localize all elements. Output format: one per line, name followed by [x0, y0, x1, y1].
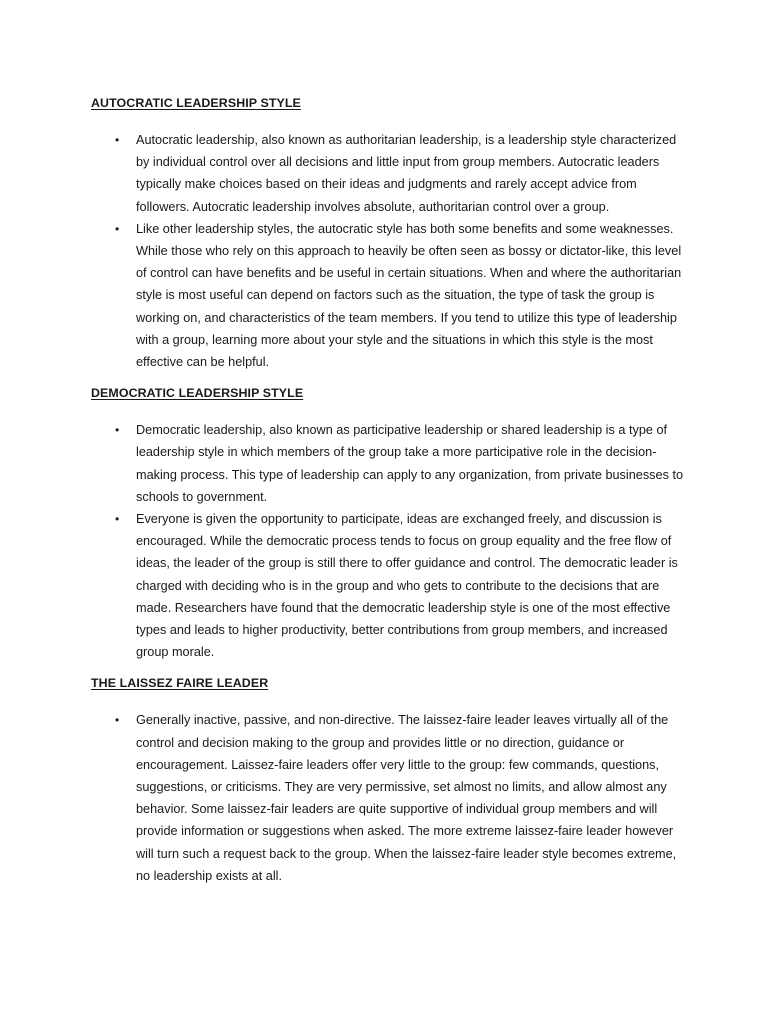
list-item [91, 218, 691, 373]
list-item [91, 419, 691, 508]
section-autocratic [91, 95, 691, 373]
bullet-icon: • [115, 713, 120, 728]
section-heading: AUTOCRATIC LEADERSHIP STYLE [91, 96, 301, 110]
document-body [91, 95, 691, 887]
paragraph-text: Generally inactive, passive, and non-directive. The laissez-faire leader leaves virtually all of the control and decision making to the group and provides little or no direction, guidance or encouragement. Laissez-faire leaders offer very little to the group: few commands, questions, suggestions, or criticisms. They are very permissive, set almost no limits, and allow almost any behavior. Some laissez-fair leaders are quite supportive of individual group members and will provide information or suggestions when asked. The more extreme laissez-faire leader however will turn such a request back to the group. When the laissez-faire leader style becomes extreme, no leadership exists at all. [136, 713, 677, 883]
bullet-list [91, 129, 691, 373]
bullet-icon: • [115, 133, 120, 147]
paragraph-text: Democratic leadership, also known as participative leadership or shared leadership is a type of leadership style in which members of the group take a more participative role in the decision-making process. This type of leadership can apply to any organization, from private businesses to schools to government. [136, 423, 684, 504]
list-item [91, 508, 691, 663]
bullet-icon: • [115, 221, 120, 236]
paragraph-text: Everyone is given the opportunity to participate, ideas are exchanged freely, and discussion is encouraged. While the democratic process tends to focus on group equality and the free flow of ideas, the leader of the group is still there to offer guidance and control. The democratic leader is charged with deciding who is in the group and who gets to contribute to the decisions that are made. Researchers have found that the democratic leadership style is one of the most effective types and leads to higher productivity, better contributions from group members, and increased group morale. [136, 512, 678, 660]
section-heading: DEMOCRATIC LEADERSHIP STYLE [91, 386, 304, 401]
section-democratic [91, 385, 691, 663]
bullet-icon: • [115, 512, 120, 527]
paragraph-text: Like other leadership styles, the autocratic style has both some benefits and some weaknesses. While those who rely on this approach to heavily be often seen as bossy or dictator-like, this level of control can have benefits and be useful in certain situations. When and where the authoritarian style is most useful can depend on factors such as the situation, the type of task the group is working on, and characteristics of the team members. If you tend to utilize this type of leadership with a group, learning more about your style and the situations in which this style is the most effective can be helpful. [136, 221, 682, 370]
bullet-list [91, 419, 691, 663]
section-heading: THE LAISSEZ FAIRE LEADER [91, 676, 269, 691]
list-item [91, 709, 691, 887]
paragraph-text: Autocratic leadership, also known as authoritarian leadership, is a leadership style characterized by individual control over all decisions and little input from group members. Autocratic leaders typically make choices based on their ideas and judgments and rarely accept advice from followers. Autocratic leadership involves absolute, authoritarian control over a group. [136, 133, 677, 214]
bullet-list [91, 709, 691, 887]
list-item [91, 129, 691, 218]
bullet-icon: • [115, 423, 120, 438]
section-laissez-faire [91, 675, 691, 887]
